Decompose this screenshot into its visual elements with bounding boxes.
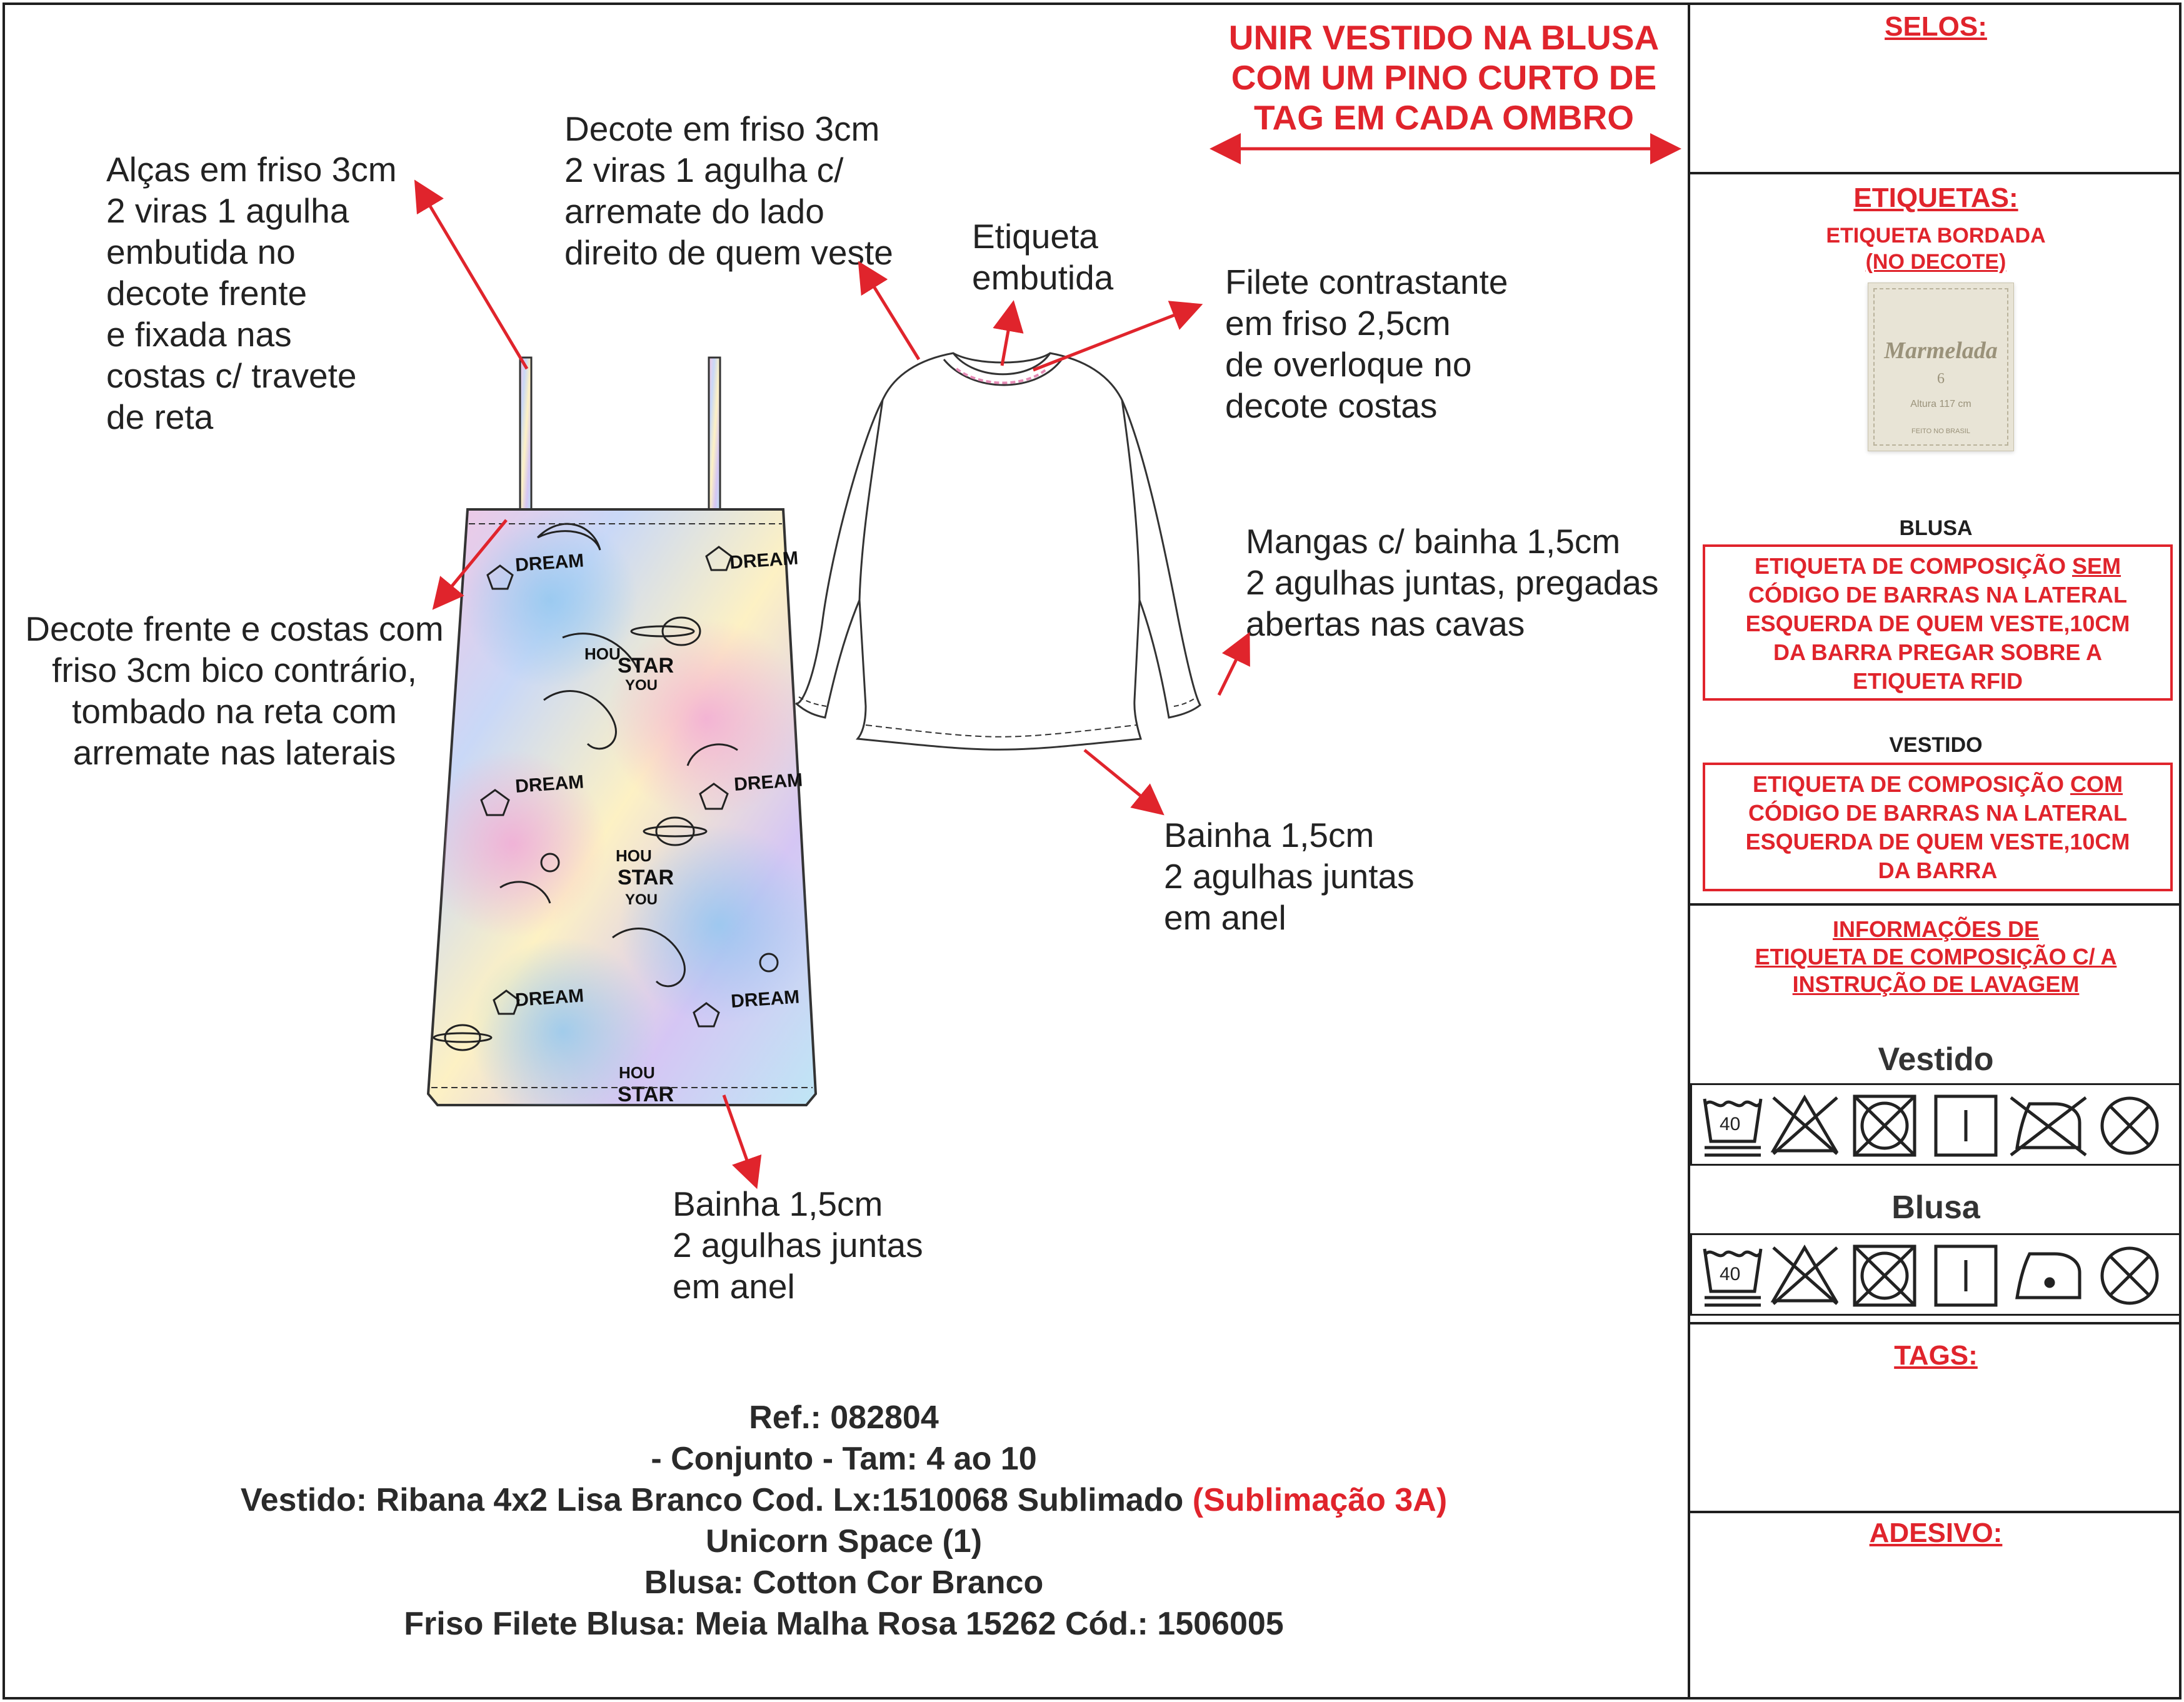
vestido-box-line-3: ESQUERDA DE QUEM VESTE,10CM <box>1745 829 2130 854</box>
dress-body <box>419 509 819 1125</box>
label-made: FEITO NO BRASIL <box>1911 428 1970 435</box>
note-line: arremate do lado <box>564 192 824 231</box>
print-dream: DREAM <box>514 985 585 1011</box>
no-tumble-dry-icon <box>1855 1246 1915 1305</box>
note-line: embutida no <box>106 233 296 271</box>
panel-rule-3 <box>1688 1322 2181 1324</box>
footer-friso: Friso Filete Blusa: Meia Malha Rosa 15262 Cód.: 1506005 <box>404 1606 1284 1642</box>
vestido-box-com: COM <box>2070 771 2123 797</box>
note-line: em anel <box>1164 898 1286 937</box>
header-line-1: UNIR VESTIDO NA BLUSA <box>1228 18 1660 57</box>
woven-label-image <box>1868 283 2014 451</box>
vestido-composition-box <box>1703 763 2173 891</box>
label-stitch <box>1873 288 2008 446</box>
note-line: 2 viras 1 agulha c/ <box>564 151 844 189</box>
footer-unicorn: Unicorn Space (1) <box>705 1523 983 1559</box>
note-line: direito de quem veste <box>564 233 893 272</box>
tags-heading: TAGS: <box>1894 1340 1978 1371</box>
blusa-box-line-4: DA BARRA PREGAR SOBRE A <box>1773 639 2103 665</box>
footer-vestido <box>0 1479 1688 1521</box>
vestido-box-text: ETIQUETA DE COMPOSIÇÃO <box>1752 771 2071 797</box>
note-line: Bainha 1,5cm <box>1164 816 1375 854</box>
info-line-1: INFORMAÇÕES DE <box>1832 916 2039 942</box>
header-line-3: TAG EM CADA OMBRO <box>1253 98 1634 137</box>
print-dream: DREAM <box>730 986 801 1012</box>
vestido-box-line-2: CÓDIGO DE BARRAS NA LATERAL <box>1748 800 2127 826</box>
note-line: em anel <box>673 1267 795 1306</box>
care-blusa-title: Blusa <box>1891 1189 1980 1226</box>
print-you: YOU <box>625 891 658 908</box>
print-star: STAR <box>618 1083 674 1106</box>
footer-spec <box>0 1397 1688 1644</box>
note-line: 2 agulhas juntas, pregadas <box>1246 563 1659 602</box>
print-star: STAR <box>618 866 674 889</box>
note-line: arremate nas laterais <box>73 733 396 772</box>
note-line: Filete contrastante <box>1225 263 1508 301</box>
note-line: Mangas c/ bainha 1,5cm <box>1246 522 1621 561</box>
note-line: abertas nas cavas <box>1246 604 1525 643</box>
wash-40-gentle-icon <box>1705 1249 1761 1305</box>
note-line: Decote frente e costas com <box>25 609 444 648</box>
label-height: Altura 117 cm <box>1910 399 1971 409</box>
no-dry-clean-icon <box>2102 1248 2157 1303</box>
note-line: 2 agulhas juntas <box>1164 857 1415 896</box>
note-line: 2 agulhas juntas <box>673 1226 923 1264</box>
print-dream: DREAM <box>514 771 585 797</box>
vestido-box-line-4: DA BARRA <box>1878 858 1998 883</box>
no-iron-icon <box>2011 1098 2086 1155</box>
note-line: Alças em friso 3cm <box>106 150 397 189</box>
blusa-label-title: BLUSA <box>1899 516 1973 540</box>
note-line: tombado na reta com <box>72 692 397 731</box>
care-icons-blusa <box>1692 1235 2180 1314</box>
etiqueta-bordada-line: ETIQUETA BORDADA <box>1826 224 2046 248</box>
panel-rule-2 <box>1688 903 2181 906</box>
blusa-box-line-2: CÓDIGO DE BARRAS NA LATERAL <box>1748 582 2127 608</box>
no-tumble-dry-icon <box>1855 1096 1915 1155</box>
line-dry-icon <box>1936 1246 1996 1305</box>
etiqueta-no-decote-line: (NO DECOTE) <box>1865 250 2006 274</box>
footer-blusa: Blusa: Cotton Cor Branco <box>644 1564 1044 1601</box>
note-line: de reta <box>106 398 214 436</box>
etiqueta-bordada-label <box>1690 223 2181 275</box>
footer-conjunto: - Conjunto - Tam: 4 ao 10 <box>651 1441 1037 1477</box>
care-icons-vestido <box>1692 1085 2180 1164</box>
blusa-box-line-1 <box>1705 552 2170 581</box>
no-dry-clean-icon <box>2102 1098 2157 1153</box>
care-row-vestido <box>1690 1083 2181 1166</box>
note-line: de overloque no <box>1225 345 1472 384</box>
header-line-2: COM UM PINO CURTO DE <box>1231 58 1657 97</box>
label-brand: Marmelada <box>1884 338 1998 364</box>
blusa-composition-box <box>1703 544 2173 701</box>
iron-low-icon <box>2017 1254 2080 1298</box>
note-line: 2 viras 1 agulha <box>106 191 349 230</box>
note-line: costas c/ travete <box>106 356 357 395</box>
etiquetas-heading: ETIQUETAS: <box>1853 183 2018 213</box>
note-line: e fixada nas <box>106 315 292 354</box>
line-dry-icon <box>1936 1096 1996 1155</box>
blusa-box-text: ETIQUETA DE COMPOSIÇÃO <box>1754 553 2072 579</box>
vestido-box-line-1 <box>1705 770 2170 799</box>
wash-40-gentle-icon <box>1705 1099 1761 1155</box>
panel-rule-4 <box>1688 1511 2181 1513</box>
footer-ref: Ref.: 082804 <box>749 1399 939 1436</box>
info-line-3: INSTRUÇÃO DE LAVAGEM <box>1792 971 2080 997</box>
print-star: STAR <box>618 654 674 678</box>
blusa-box-line-3: ESQUERDA DE QUEM VESTE,10CM <box>1745 611 2130 636</box>
note-line: friso 3cm bico contrário, <box>52 651 417 689</box>
no-bleach-icon <box>1773 1248 1837 1304</box>
adesivo-heading: ADESIVO: <box>1869 1518 2003 1548</box>
note-line: decote frente <box>106 274 308 313</box>
print-dream: DREAM <box>514 550 585 576</box>
blusa-box-sem: SEM <box>2072 553 2121 579</box>
info-composicao <box>1690 916 2181 998</box>
care-row-blusa <box>1690 1233 2181 1316</box>
note-line: Etiqueta <box>972 217 1098 256</box>
note-line: Decote em friso 3cm <box>564 109 880 148</box>
info-line-2: ETIQUETA DE COMPOSIÇÃO C/ A <box>1755 944 2117 969</box>
print-hou: HOU <box>584 644 621 663</box>
note-line: em friso 2,5cm <box>1225 304 1451 343</box>
selos-heading: SELOS: <box>1885 11 1987 42</box>
footer-vestido-main: Vestido: Ribana 4x2 Lisa Branco Cod. Lx:1510068 Sublimado <box>240 1482 1193 1518</box>
no-bleach-icon <box>1773 1098 1837 1154</box>
vestido-label-title: VESTIDO <box>1889 733 1983 757</box>
print-you: YOU <box>625 677 658 694</box>
care-vestido-title: Vestido <box>1878 1041 1994 1078</box>
note-line: Bainha 1,5cm <box>673 1184 883 1223</box>
blusa-box-line-5: ETIQUETA RFID <box>1853 668 2023 694</box>
dress-straps <box>520 358 720 514</box>
print-hou: HOU <box>619 1063 655 1082</box>
note-line: decote costas <box>1225 386 1438 425</box>
panel-rule-1 <box>1688 172 2181 174</box>
label-size: 6 <box>1937 371 1945 387</box>
print-dream: DREAM <box>733 769 804 795</box>
wash-temp-text: 40 <box>1720 1114 1741 1134</box>
footer-vestido-sublimacao: (Sublimação 3A) <box>1192 1482 1448 1518</box>
wash-temp-text: 40 <box>1720 1264 1741 1284</box>
print-dream: DREAM <box>729 548 799 573</box>
note-line: embutida <box>972 258 1114 297</box>
blouse-drawing <box>796 353 1200 749</box>
print-hou: HOU <box>616 846 652 865</box>
